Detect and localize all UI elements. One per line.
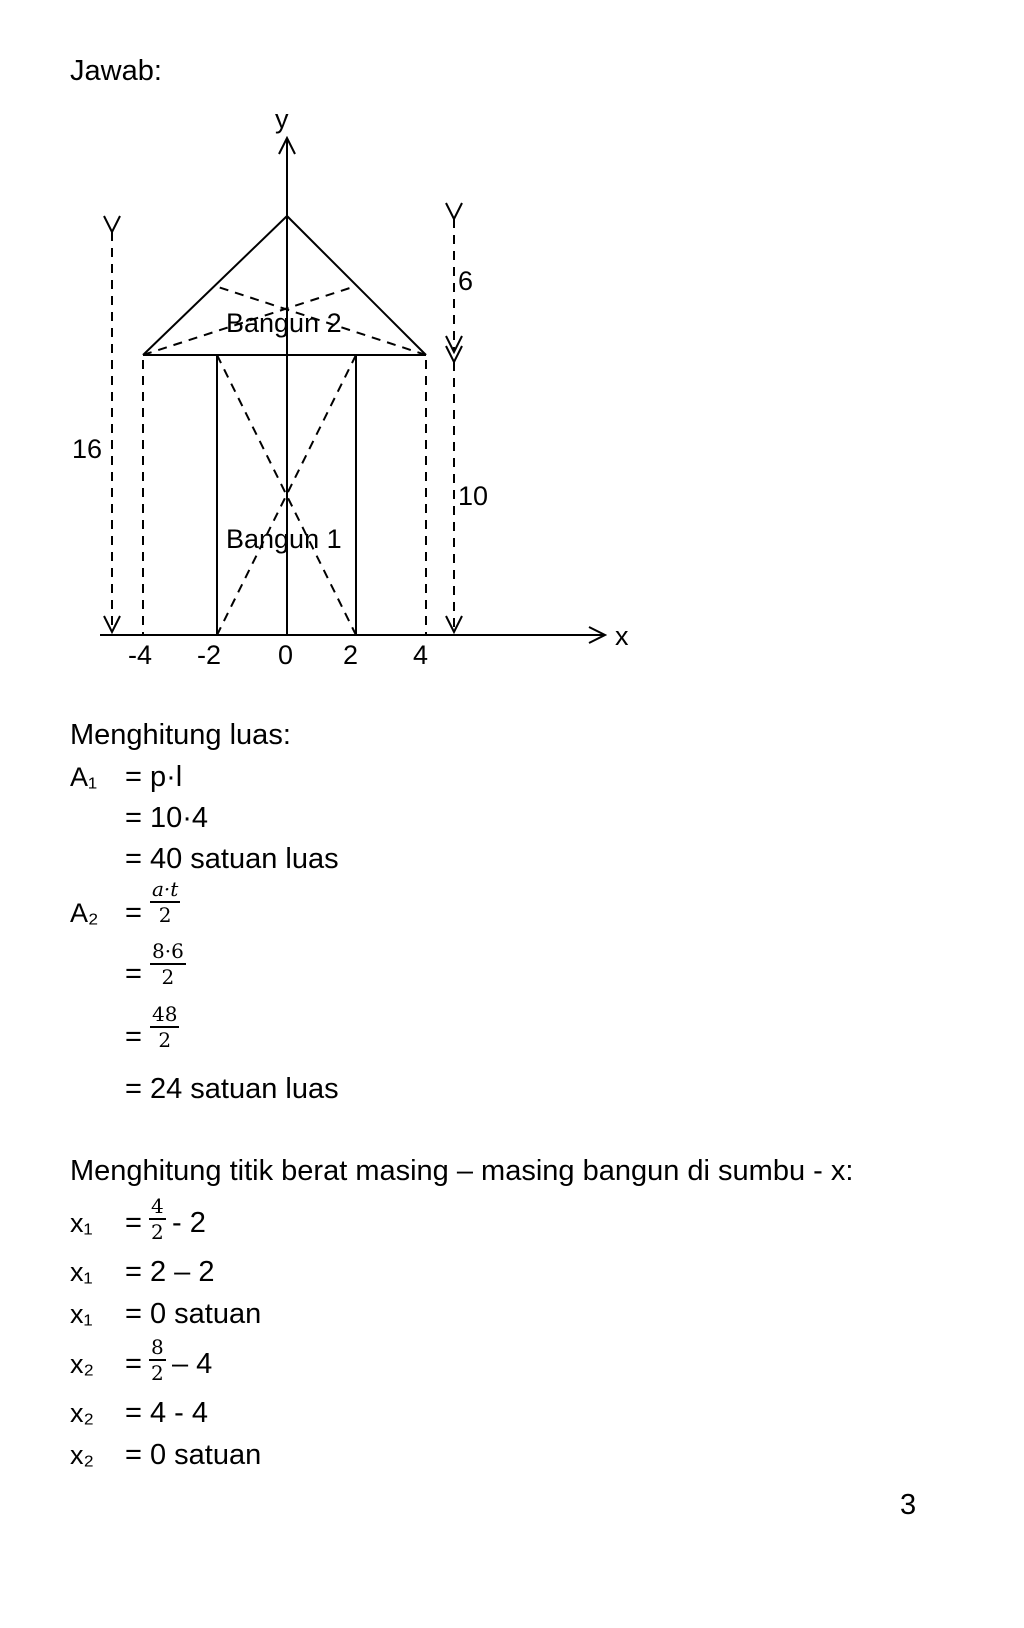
fraction-numerator: 4 bbox=[151, 1194, 164, 1218]
x2-variable: x₂ bbox=[70, 1398, 94, 1428]
fraction-numerator: 8 bbox=[151, 1335, 164, 1359]
fraction-numerator: 8·6 bbox=[152, 939, 184, 963]
geometry-figure bbox=[0, 0, 1024, 700]
a1-line: = 40 satuan luas bbox=[125, 843, 339, 875]
a2-fraction bbox=[150, 1003, 179, 1051]
equals-sign: = bbox=[125, 897, 142, 929]
fraction-denominator: 2 bbox=[151, 1361, 164, 1385]
fraction-numerator: 48 bbox=[152, 1002, 178, 1026]
a2-fraction bbox=[150, 878, 180, 926]
x2-variable: x₂ bbox=[70, 1349, 94, 1379]
x2-line: = 0 satuan bbox=[125, 1439, 262, 1471]
x-axis-label: x bbox=[615, 621, 629, 651]
a1-line: = p·l bbox=[125, 761, 183, 793]
page-number: 3 bbox=[900, 1489, 917, 1521]
x1-fraction bbox=[149, 1195, 166, 1243]
fraction-denominator: 2 bbox=[161, 965, 175, 989]
dimension-bottom-label: 10 bbox=[458, 481, 489, 511]
a1-line: = 10·4 bbox=[125, 802, 209, 834]
centroid-section-title: Menghitung titik berat masing – masing bangun di sumbu - x: bbox=[70, 1155, 854, 1187]
fraction-numerator: a·t bbox=[152, 877, 179, 901]
x-tick-label: 2 bbox=[343, 640, 359, 670]
x-tick-label: 0 bbox=[278, 640, 294, 670]
answer-heading: Jawab: bbox=[70, 55, 162, 87]
x-tick-label: 4 bbox=[413, 640, 429, 670]
equals-sign: = bbox=[125, 1207, 142, 1239]
x2-line: = 4 - 4 bbox=[125, 1397, 209, 1429]
x1-variable: x₁ bbox=[70, 1208, 93, 1238]
x1-line: = 2 – 2 bbox=[125, 1256, 215, 1288]
fraction-denominator: 2 bbox=[158, 1028, 172, 1052]
equals-sign: = bbox=[125, 958, 142, 990]
a2-variable: A₂ bbox=[70, 898, 99, 928]
x2-fraction-tail: – 4 bbox=[172, 1348, 213, 1380]
a2-fraction bbox=[150, 940, 186, 988]
equals-sign: = bbox=[125, 1021, 142, 1053]
fraction-denominator: 2 bbox=[158, 903, 172, 927]
a2-result: = 24 satuan luas bbox=[125, 1073, 339, 1105]
x1-line: = 0 satuan bbox=[125, 1298, 262, 1330]
shape2-label: Bangun 2 bbox=[226, 308, 342, 338]
x1-variable: x₁ bbox=[70, 1257, 93, 1287]
fraction-denominator: 2 bbox=[151, 1220, 164, 1244]
dimension-top-label: 6 bbox=[458, 266, 474, 296]
x2-variable: x₂ bbox=[70, 1440, 94, 1470]
y-axis-label: y bbox=[275, 104, 289, 134]
shape1-label: Bangun 1 bbox=[226, 524, 342, 554]
x-tick-label: -4 bbox=[128, 640, 153, 670]
a1-variable: A₁ bbox=[70, 762, 98, 792]
x-tick-label: -2 bbox=[197, 640, 222, 670]
x1-fraction-tail: - 2 bbox=[172, 1207, 206, 1239]
equals-sign: = bbox=[125, 1348, 142, 1380]
x1-variable: x₁ bbox=[70, 1299, 93, 1329]
dimension-total-label: 16 bbox=[72, 434, 103, 464]
area-section-title: Menghitung luas: bbox=[70, 719, 291, 751]
x2-fraction bbox=[149, 1336, 166, 1384]
